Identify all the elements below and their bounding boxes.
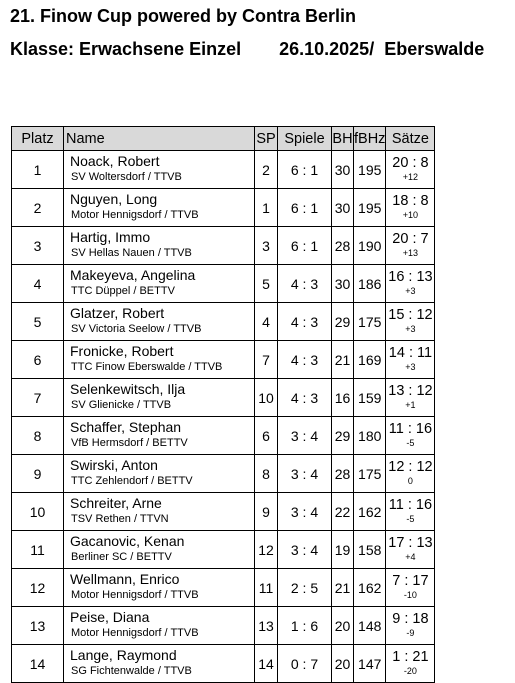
cell-sp: 14 xyxy=(255,645,278,683)
saetze-score: 13 : 12 xyxy=(388,383,433,399)
player-club: Motor Hennigsdorf / TTVB xyxy=(71,589,199,601)
cell-platz: 2 xyxy=(12,189,64,227)
cell-bh: 20 xyxy=(332,645,354,683)
cell-spiele: 0 : 7 xyxy=(278,645,332,683)
player-name: Nguyen, Long xyxy=(70,191,158,207)
saetze-score: 15 : 12 xyxy=(388,307,433,323)
player-club: SG Fichtenwalde / TTVB xyxy=(71,665,192,677)
cell-sp: 4 xyxy=(255,303,278,341)
cell-fbhz: 175 xyxy=(354,303,386,341)
cell-spiele: 4 : 3 xyxy=(278,303,332,341)
table-row xyxy=(12,341,435,379)
table-row xyxy=(12,455,435,493)
player-club: TTC Finow Eberswalde / TTVB xyxy=(71,361,223,373)
saetze-score: 16 : 13 xyxy=(388,269,433,285)
cell-bh: 30 xyxy=(332,151,354,189)
cell-player xyxy=(64,303,255,341)
cell-player xyxy=(64,265,255,303)
cell-fbhz: 158 xyxy=(354,531,386,569)
saetze-score: 12 : 12 xyxy=(388,459,433,475)
cell-sp: 11 xyxy=(255,569,278,607)
saetze-score: 14 : 11 xyxy=(388,345,433,361)
saetze-diff: -9 xyxy=(406,628,415,638)
table-row xyxy=(12,227,435,265)
cell-fbhz: 148 xyxy=(354,607,386,645)
cell-platz: 5 xyxy=(12,303,64,341)
cell-fbhz: 175 xyxy=(354,455,386,493)
player-name: Fronicke, Robert xyxy=(70,343,174,359)
cell-saetze xyxy=(386,341,435,379)
table-row xyxy=(12,417,435,455)
player-club: Berliner SC / BETTV xyxy=(71,551,172,563)
saetze-diff: -10 xyxy=(403,590,417,600)
player-club: TSV Rethen / TTVN xyxy=(71,513,169,525)
cell-bh: 28 xyxy=(332,455,354,493)
column-header-bh: BH xyxy=(332,127,354,151)
player-club: VfB Hermsdorf / BETTV xyxy=(71,437,188,449)
cell-sp: 7 xyxy=(255,341,278,379)
cell-platz: 13 xyxy=(12,607,64,645)
cell-platz: 3 xyxy=(12,227,64,265)
cell-player xyxy=(64,417,255,455)
cell-saetze xyxy=(386,379,435,417)
table-row xyxy=(12,493,435,531)
player-club: SV Glienicke / TTVB xyxy=(71,399,172,411)
saetze-diff: -5 xyxy=(406,514,415,524)
player-name: Makeyeva, Angelina xyxy=(70,267,196,283)
cell-saetze xyxy=(386,607,435,645)
saetze-diff: +13 xyxy=(402,248,419,258)
cell-spiele: 3 : 4 xyxy=(278,455,332,493)
cell-platz: 10 xyxy=(12,493,64,531)
cell-platz: 9 xyxy=(12,455,64,493)
cell-player xyxy=(64,607,255,645)
saetze-score: 9 : 18 xyxy=(392,611,429,627)
column-header-spiele: Spiele xyxy=(278,127,332,151)
player-club: TTC Zehlendorf / BETTV xyxy=(71,475,193,487)
cell-sp: 10 xyxy=(255,379,278,417)
saetze-score: 11 : 16 xyxy=(388,497,433,513)
player-name: Peise, Diana xyxy=(70,609,150,625)
saetze-diff: +3 xyxy=(405,286,416,296)
event-date: 26.10.2025/ xyxy=(279,39,375,59)
cell-bh: 20 xyxy=(332,607,354,645)
cell-player xyxy=(64,645,255,683)
cell-spiele: 6 : 1 xyxy=(278,151,332,189)
saetze-diff: +10 xyxy=(402,210,419,220)
table-row xyxy=(12,303,435,341)
table-row xyxy=(12,607,435,645)
player-name: Gacanovic, Kenan xyxy=(70,533,185,549)
cell-fbhz: 147 xyxy=(354,645,386,683)
table-row xyxy=(12,379,435,417)
cell-spiele: 6 : 1 xyxy=(278,227,332,265)
cell-spiele: 4 : 3 xyxy=(278,379,332,417)
cell-saetze xyxy=(386,455,435,493)
player-club: Motor Hennigsdorf / TTVB xyxy=(71,209,199,221)
cell-sp: 13 xyxy=(255,607,278,645)
cell-sp: 9 xyxy=(255,493,278,531)
cell-bh: 30 xyxy=(332,189,354,227)
player-name: Glatzer, Robert xyxy=(70,305,165,321)
cell-saetze xyxy=(386,189,435,227)
table-row xyxy=(12,265,435,303)
cell-bh: 30 xyxy=(332,265,354,303)
saetze-diff: +3 xyxy=(405,324,416,334)
cell-fbhz: 180 xyxy=(354,417,386,455)
cell-player xyxy=(64,531,255,569)
cell-platz: 7 xyxy=(12,379,64,417)
cell-bh: 16 xyxy=(332,379,354,417)
table-row xyxy=(12,569,435,607)
cell-saetze xyxy=(386,417,435,455)
cell-spiele: 3 : 4 xyxy=(278,417,332,455)
cell-fbhz: 186 xyxy=(354,265,386,303)
saetze-diff: +4 xyxy=(405,552,416,562)
table-row xyxy=(12,189,435,227)
cell-bh: 19 xyxy=(332,531,354,569)
player-club: SV Hellas Nauen / TTVB xyxy=(71,247,192,259)
cell-player xyxy=(64,493,255,531)
saetze-score: 11 : 16 xyxy=(388,421,433,437)
column-header-name: Name xyxy=(64,127,255,151)
cell-player xyxy=(64,189,255,227)
saetze-score: 18 : 8 xyxy=(392,193,429,209)
saetze-diff: -20 xyxy=(403,666,417,676)
table-row xyxy=(12,645,435,683)
cell-platz: 14 xyxy=(12,645,64,683)
cell-spiele: 4 : 3 xyxy=(278,341,332,379)
event-location: Eberswalde xyxy=(384,39,485,59)
player-name: Schreiter, Arne xyxy=(70,495,162,511)
cell-spiele: 2 : 5 xyxy=(278,569,332,607)
player-club: TTC Düppel / BETTV xyxy=(71,285,175,297)
player-name: Wellmann, Enrico xyxy=(70,571,180,587)
page-title: 21. Finow Cup powered by Contra Berlin xyxy=(10,6,357,26)
cell-player xyxy=(64,227,255,265)
cell-fbhz: 159 xyxy=(354,379,386,417)
saetze-score: 7 : 17 xyxy=(392,573,429,589)
cell-bh: 28 xyxy=(332,227,354,265)
player-name: Noack, Robert xyxy=(70,153,160,169)
column-header-platz: Platz xyxy=(12,127,64,151)
cell-spiele: 3 : 4 xyxy=(278,531,332,569)
cell-player xyxy=(64,379,255,417)
cell-saetze xyxy=(386,531,435,569)
cell-bh: 22 xyxy=(332,493,354,531)
column-header-saetze: Sätze xyxy=(386,127,435,151)
table-row xyxy=(12,531,435,569)
cell-sp: 1 xyxy=(255,189,278,227)
player-name: Swirski, Anton xyxy=(70,457,158,473)
cell-saetze xyxy=(386,151,435,189)
cell-player xyxy=(64,455,255,493)
saetze-score: 20 : 8 xyxy=(392,155,429,171)
table-header-row xyxy=(12,127,435,151)
cell-platz: 11 xyxy=(12,531,64,569)
cell-saetze xyxy=(386,645,435,683)
cell-saetze xyxy=(386,265,435,303)
cell-bh: 29 xyxy=(332,417,354,455)
cell-bh: 29 xyxy=(332,303,354,341)
klasse-label: Klasse: Erwachsene Einzel xyxy=(10,39,242,59)
cell-platz: 4 xyxy=(12,265,64,303)
cell-spiele: 1 : 6 xyxy=(278,607,332,645)
table-row xyxy=(12,151,435,189)
cell-sp: 5 xyxy=(255,265,278,303)
results-table xyxy=(11,126,435,683)
player-club: SV Woltersdorf / TTVB xyxy=(71,171,182,183)
cell-sp: 12 xyxy=(255,531,278,569)
saetze-score: 20 : 7 xyxy=(392,231,429,247)
cell-sp: 6 xyxy=(255,417,278,455)
cell-spiele: 6 : 1 xyxy=(278,189,332,227)
saetze-diff: -5 xyxy=(406,438,415,448)
cell-fbhz: 195 xyxy=(354,189,386,227)
saetze-score: 17 : 13 xyxy=(388,535,433,551)
column-header-sp: SP xyxy=(255,127,278,151)
player-name: Schaffer, Stephan xyxy=(70,419,182,435)
player-club: Motor Hennigsdorf / TTVB xyxy=(71,627,199,639)
player-name: Hartig, Immo xyxy=(70,229,151,245)
cell-player xyxy=(64,151,255,189)
saetze-diff: 0 xyxy=(407,476,413,486)
cell-spiele: 4 : 3 xyxy=(278,265,332,303)
cell-platz: 8 xyxy=(12,417,64,455)
cell-saetze xyxy=(386,303,435,341)
cell-fbhz: 162 xyxy=(354,569,386,607)
cell-fbhz: 169 xyxy=(354,341,386,379)
player-name: Lange, Raymond xyxy=(70,647,177,663)
cell-player xyxy=(64,341,255,379)
cell-spiele: 3 : 4 xyxy=(278,493,332,531)
cell-bh: 21 xyxy=(332,341,354,379)
cell-bh: 21 xyxy=(332,569,354,607)
saetze-diff: +12 xyxy=(402,172,419,182)
cell-saetze xyxy=(386,493,435,531)
player-name: Selenkewitsch, Ilja xyxy=(70,381,186,397)
cell-fbhz: 195 xyxy=(354,151,386,189)
saetze-diff: +3 xyxy=(405,362,416,372)
column-header-fbhz: fBHz xyxy=(354,127,386,151)
saetze-diff: +1 xyxy=(405,400,416,410)
cell-saetze xyxy=(386,227,435,265)
cell-fbhz: 162 xyxy=(354,493,386,531)
player-club: SV Victoria Seelow / TTVB xyxy=(71,323,202,335)
cell-platz: 6 xyxy=(12,341,64,379)
cell-fbhz: 190 xyxy=(354,227,386,265)
page-subtitle xyxy=(10,39,515,60)
saetze-score: 1 : 21 xyxy=(392,649,429,665)
cell-player xyxy=(64,569,255,607)
cell-sp: 3 xyxy=(255,227,278,265)
cell-sp: 8 xyxy=(255,455,278,493)
cell-platz: 12 xyxy=(12,569,64,607)
cell-platz: 1 xyxy=(12,151,64,189)
cell-saetze xyxy=(386,569,435,607)
cell-sp: 2 xyxy=(255,151,278,189)
